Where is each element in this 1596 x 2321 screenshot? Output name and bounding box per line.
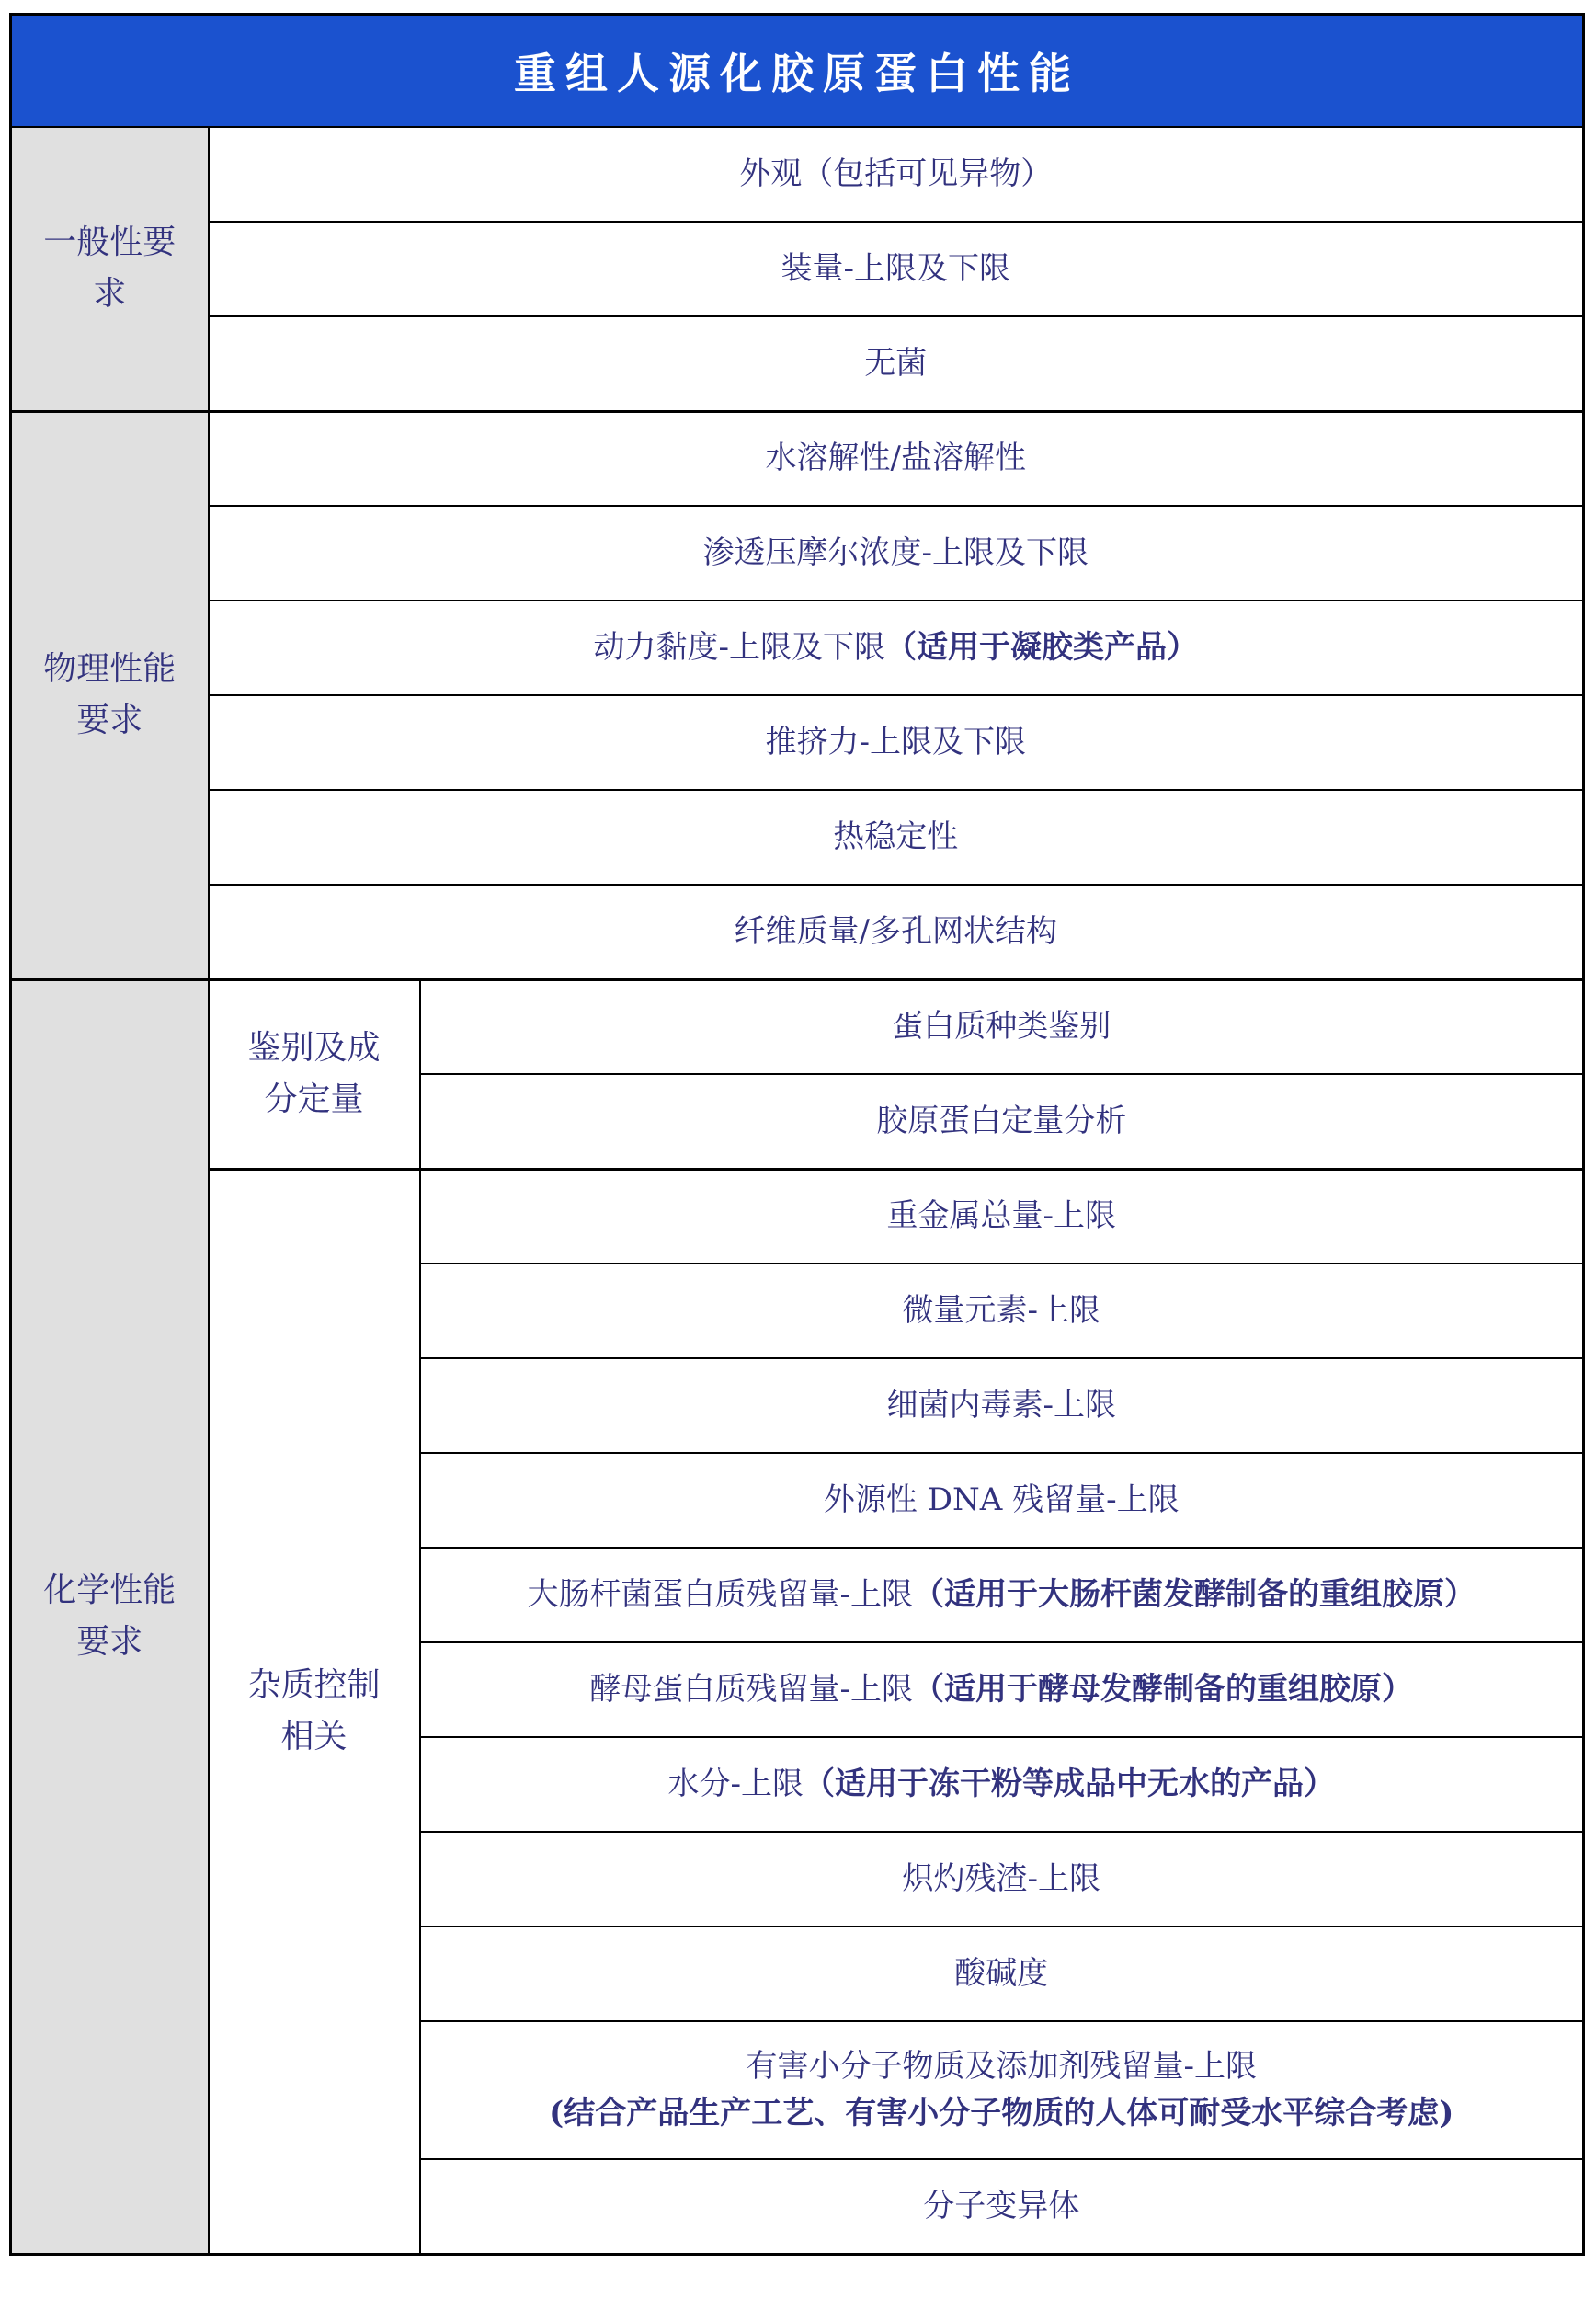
spec-yeast-protein-residue: [420, 1642, 1584, 1737]
group-label-identification: 鉴别及成分定量: [209, 979, 420, 1169]
spec-text: 渗透压摩尔浓度-上限及下限: [702, 534, 1089, 571]
spec-text-line2: (结合产品生产工艺、有害小分子物质的人体可耐受水平综合考虑): [549, 2095, 1454, 2132]
section-label-physical: 物理性能要求: [11, 411, 209, 979]
spec-trace-elements: [420, 1263, 1584, 1358]
spec-fill-volume: [209, 222, 1584, 316]
spec-protein-identification: [420, 979, 1584, 1074]
spec-text: 水溶解性/盐溶解性: [765, 440, 1026, 477]
spec-text: 细菌内毒素-上限: [886, 1387, 1116, 1423]
page: [9, 13, 1585, 2256]
spec-text: 蛋白质种类鉴别: [892, 1008, 1112, 1046]
spec-text-bold: （适用于酵母发酵制备的重组胶原）: [913, 1671, 1413, 1708]
spec-viscosity: [209, 600, 1584, 695]
spec-text-line1: [434, 2043, 1570, 2090]
section-label-chemical: 化学性能要求: [11, 979, 209, 2254]
spec-molecular-variants: [420, 2159, 1584, 2254]
spec-text: 有害小分子物质及添加剂残留量-上限: [746, 2048, 1257, 2085]
spec-text: 大肠杆菌蛋白质残留量-上限: [527, 1576, 913, 1613]
spec-fiber-quality: [209, 885, 1584, 979]
spec-extrusion-force: [209, 695, 1584, 790]
performance-table: [9, 13, 1585, 2256]
spec-text: 胶原蛋白定量分析: [876, 1102, 1127, 1139]
spec-text: 外源性 DNA 残留量-上限: [823, 1481, 1180, 1518]
spec-text-bold: （适用于大肠杆菌发酵制备的重组胶原）: [913, 1576, 1476, 1613]
spec-text: 水分-上限: [667, 1766, 804, 1802]
spec-ecoli-protein-residue: [420, 1548, 1584, 1642]
spec-text: 动力黏度-上限及下限: [593, 629, 885, 666]
spec-text: 纤维质量/多孔网状结构: [734, 912, 1057, 950]
spec-thermal-stability: [209, 790, 1584, 885]
section-label-general: 一般性要求: [11, 127, 209, 411]
spec-text-bold: （适用于凝胶类产品）: [885, 629, 1198, 666]
spec-collagen-quantification: [420, 1074, 1584, 1169]
spec-text: 装量-上限及下限: [781, 250, 1010, 287]
spec-text: 外观（包括可见异物）: [739, 155, 1053, 192]
spec-endotoxin: [420, 1358, 1584, 1453]
group-label-impurity: 杂质控制相关: [209, 1169, 420, 2254]
spec-text: 推挤力-上限及下限: [765, 724, 1026, 760]
spec-dna-residue: [420, 1453, 1584, 1548]
spec-text: 酵母蛋白质残留量-上限: [589, 1671, 913, 1708]
spec-text: 重金属总量-上限: [886, 1197, 1116, 1235]
spec-text: 炽灼残渣-上限: [902, 1860, 1100, 1897]
spec-osmolality: [209, 506, 1584, 600]
spec-heavy-metals: [420, 1169, 1584, 1263]
spec-ignition-residue: [420, 1832, 1584, 1927]
spec-moisture: [420, 1737, 1584, 1832]
spec-text-bold: （适用于冻干粉等成品中无水的产品）: [804, 1766, 1335, 1802]
spec-text: 无菌: [864, 344, 928, 382]
spec-harmful-small-molecules: [420, 2021, 1584, 2159]
spec-text: 热稳定性: [833, 818, 959, 855]
spec-text: 微量元素-上限: [902, 1292, 1100, 1329]
spec-text: 酸碱度: [954, 1955, 1049, 1992]
spec-text: 分子变异体: [923, 2187, 1080, 2224]
spec-ph: [420, 1927, 1584, 2021]
spec-sterility: [209, 316, 1584, 411]
spec-solubility: [209, 411, 1584, 506]
table-title: 重组人源化胶原蛋白性能: [11, 15, 1584, 128]
spec-appearance: [209, 127, 1584, 222]
